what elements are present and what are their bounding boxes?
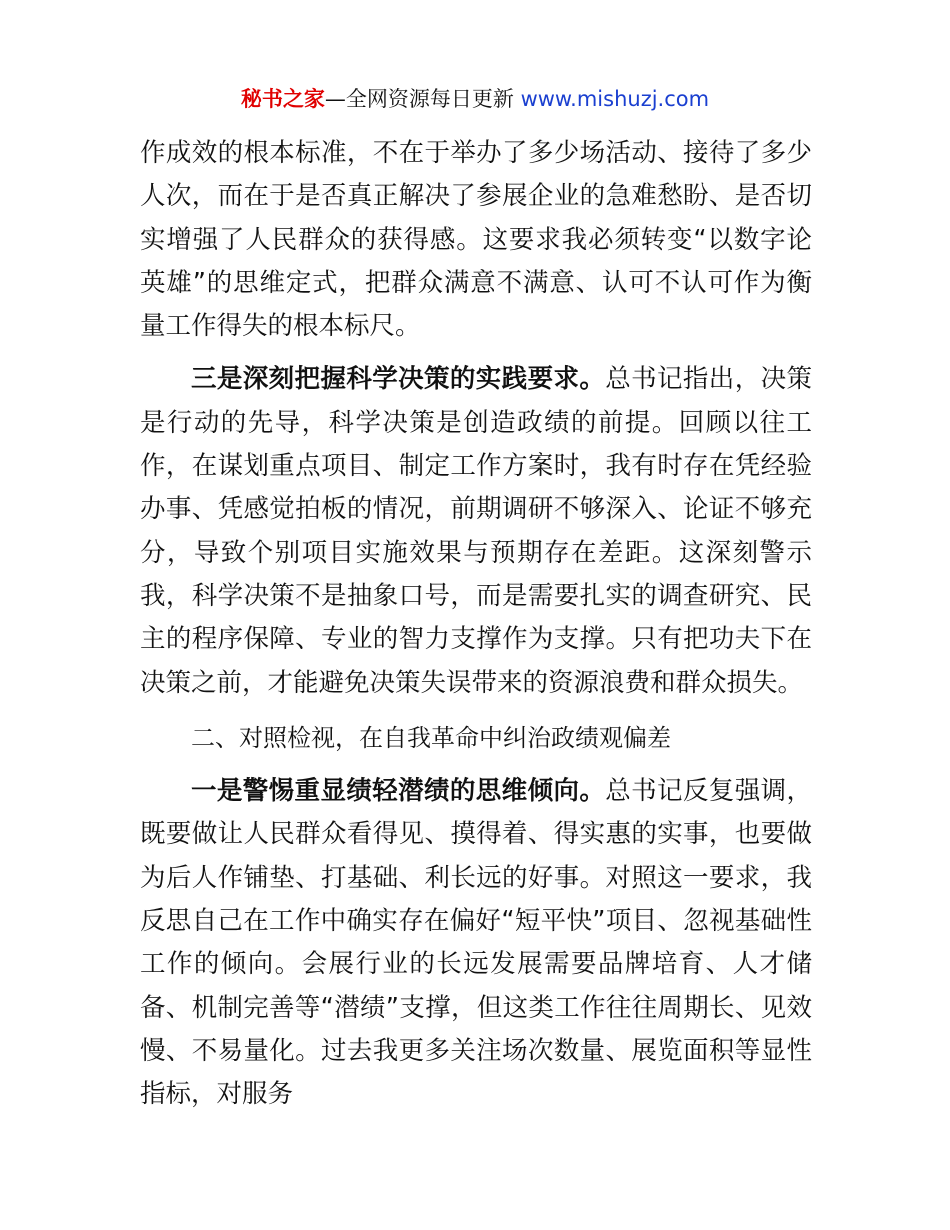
paragraph-visible-vs-latent	[140, 770, 812, 1116]
header-url-link[interactable]: www.mishuzj.com	[520, 87, 710, 111]
paragraph-body: 总书记反复强调，既要做让人民群众看得见、摸得着、得实惠的实事，也要做为后人作铺垫、打基础、利长远的好事。对照这一要求，我反思自己在工作中确实存在偏好“短平快”项目、忽视基础性工作的倾向。会展行业的长远发展需要品牌培育、人才储备、机制完善等“潜绩”支撑，但这类工作往往周期长、见效慢、不易量化。过去我更多关注场次数量、展览面积等显性指标，对服务	[140, 776, 812, 1110]
paragraph-body: 总书记指出，决策是行动的先导，科学决策是创造政绩的前提。回顾以往工作，在谋划重点项目、制定工作方案时，我有时存在凭经验办事、凭感觉拍板的情况，前期调研不够深入、论证不够充分，导致个别项目实施效果与预期存在差距。这深刻警示我，科学决策不是抽象口号，而是需要扎实的调查研究、民主的程序保障、专业的智力支撑作为支撑。只有把功夫下在决策之前，才能避免决策失误带来的资源浪费和群众损失。	[140, 364, 812, 698]
header-tagline: —全网资源每日更新	[324, 87, 521, 111]
paragraph-scientific-decision	[140, 358, 812, 704]
paragraph-lead-bold: 一是警惕重显绩轻潜绩的思维倾向。	[191, 776, 606, 807]
page-header	[0, 84, 950, 114]
paragraph-continued: 作成效的根本标准，不在于举办了多少场活动、接待了多少人次，而在于是否真正解决了参展企业的急难愁盼、是否切实增强了人民群众的获得感。这要求我必须转变“以数字论英雄”的思维定式，把群众满意不满意、认可不认可作为衡量工作得失的根本标尺。	[140, 138, 812, 342]
section-heading: 二、对照检视，在自我革命中纠治政绩观偏差	[191, 723, 671, 752]
paragraph-lead-bold: 三是深刻把握科学决策的实践要求。	[191, 364, 606, 395]
brand-name: 秘书之家	[240, 87, 325, 111]
document-body	[140, 132, 812, 1117]
